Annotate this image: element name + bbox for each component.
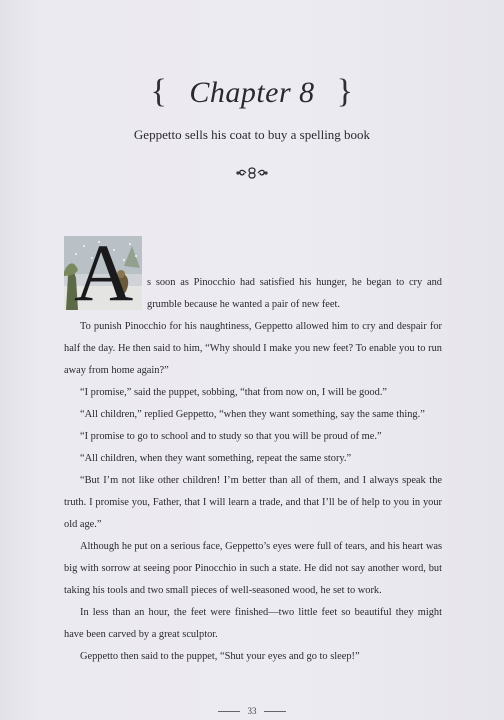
- left-brace: {: [150, 73, 168, 110]
- paragraph-1: s soon as Pinocchio had satisfied his hunger, he began to cry and grumble because he wanted a pair of new feet.: [147, 277, 442, 310]
- paragraph-6: “All children, when they want something, repeat the same story.”: [80, 453, 352, 464]
- page-number: 33: [247, 706, 257, 716]
- paragraph-8: Although he put on a serious face, Geppetto’s eyes were full of tears, and his heart was big with sorrow at seeing poor Pinocchio in such a state. He did not say another word, but taking his tools and two small pieces of well-seasoned wood, he set to work.: [64, 541, 442, 596]
- page-footer: [0, 706, 504, 716]
- paragraph-2: To punish Pinocchio for his naughtiness, Geppetto allowed him to cry and despair for half the day. He then said to him, “Why should I make you new feet? To enable you to run away from home again?”: [64, 321, 442, 376]
- chapter-subtitle: Geppetto sells his coat to buy a spelling book: [133, 127, 371, 142]
- paragraph-3: “I promise,” said the puppet, sobbing, “that from now on, I will be good.”: [80, 387, 388, 398]
- chapter-heading: [0, 72, 504, 113]
- right-brace: }: [336, 73, 354, 110]
- paragraph-7: “But I’m not like other children! I’m better than all of them, and I always speak the truth. I promise you, Father, that I will learn a trade, and that I’ll be of help to you in your old age.”: [64, 475, 442, 530]
- drop-cap: [64, 227, 142, 318]
- paragraph-4: “All children,” replied Geppetto, “when they want something, say the same thing.”: [80, 409, 425, 420]
- paragraph-5: “I promise to go to school and to study so that you will be proud of me.”: [80, 431, 382, 442]
- footer-rule-left: [218, 711, 240, 712]
- chapter-body: [64, 227, 442, 668]
- paragraph-9: In less than an hour, the feet were finished—two little feet so beautiful they might have been carved by a great sculptor.: [64, 607, 442, 640]
- flourish-ornament-icon: [236, 165, 268, 181]
- chapter-title: Chapter 8: [189, 76, 315, 109]
- footer-rule-right: [264, 711, 286, 712]
- drop-cap-letter: A: [74, 227, 134, 318]
- paragraph-10: Geppetto then said to the puppet, “Shut your eyes and go to sleep!”: [80, 651, 360, 662]
